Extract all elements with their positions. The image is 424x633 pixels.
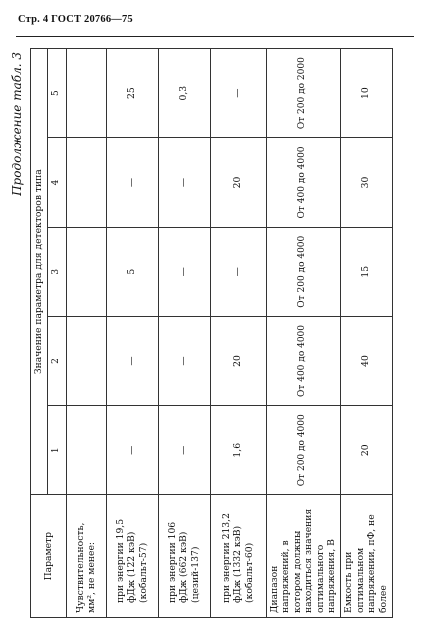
cell: От 400 до 4000	[266, 138, 340, 227]
table-row	[66, 49, 106, 618]
cell	[66, 138, 106, 227]
cell: 15	[340, 227, 392, 316]
cell: —	[158, 138, 210, 227]
header-rule	[16, 36, 414, 37]
cell: 30	[340, 138, 392, 227]
col-number-3: 3	[47, 227, 66, 316]
cell	[66, 227, 106, 316]
row-param: Диапазон напряжений, в котором должны находиться значения оптимального напряжения, В	[266, 495, 340, 618]
cell: 25	[106, 49, 158, 138]
cell: —	[106, 406, 158, 495]
table-row	[210, 49, 266, 618]
parameters-table	[30, 48, 393, 618]
cell: 20	[210, 316, 266, 405]
cell: От 200 до 4000	[266, 227, 340, 316]
table-caption: Продолжение табл. 3	[10, 52, 24, 196]
cell: От 400 до 4000	[266, 316, 340, 405]
cell: 40	[340, 316, 392, 405]
cell: 1,6	[210, 406, 266, 495]
row-param: Чувствительность, мм², не менее:	[66, 495, 106, 618]
cell	[66, 316, 106, 405]
rotated-table-page	[8, 48, 424, 618]
cell: —	[210, 227, 266, 316]
cell: 5	[106, 227, 158, 316]
row-param: при энергии 106 фДж (662 кэВ) (цезий-137)	[158, 495, 210, 618]
cell: —	[210, 49, 266, 138]
cell: —	[106, 138, 158, 227]
table-row	[340, 49, 392, 618]
row-param: Емкость при оптимальном напряжении, пФ, не более	[340, 495, 392, 618]
row-param: при энергии 19,5 фДж (122 кэВ) (кобальт-57)	[106, 495, 158, 618]
col-number-2: 2	[47, 316, 66, 405]
cell: 10	[340, 49, 392, 138]
col-number-4: 4	[47, 138, 66, 227]
col-number-5: 5	[47, 49, 66, 138]
cell: —	[158, 316, 210, 405]
table-row	[106, 49, 158, 618]
cell: От 200 до 2000	[266, 49, 340, 138]
cell: 0,3	[158, 49, 210, 138]
cell: От 200 до 4000	[266, 406, 340, 495]
cell: —	[158, 406, 210, 495]
table-row	[158, 49, 210, 618]
group-header: Значение параметра для детекторов типа	[31, 49, 48, 495]
cell: —	[158, 227, 210, 316]
cell	[66, 406, 106, 495]
param-header: Параметр	[31, 495, 67, 618]
cell: 20	[340, 406, 392, 495]
row-param: при энергии 213,2 фДж (1332 кэВ) (кобальт-60)	[210, 495, 266, 618]
table-row	[266, 49, 340, 618]
cell: 20	[210, 138, 266, 227]
col-number-1: 1	[47, 406, 66, 495]
cell: —	[106, 316, 158, 405]
page-header: Стр. 4 ГОСТ 20766—75	[18, 14, 133, 25]
cell	[66, 49, 106, 138]
